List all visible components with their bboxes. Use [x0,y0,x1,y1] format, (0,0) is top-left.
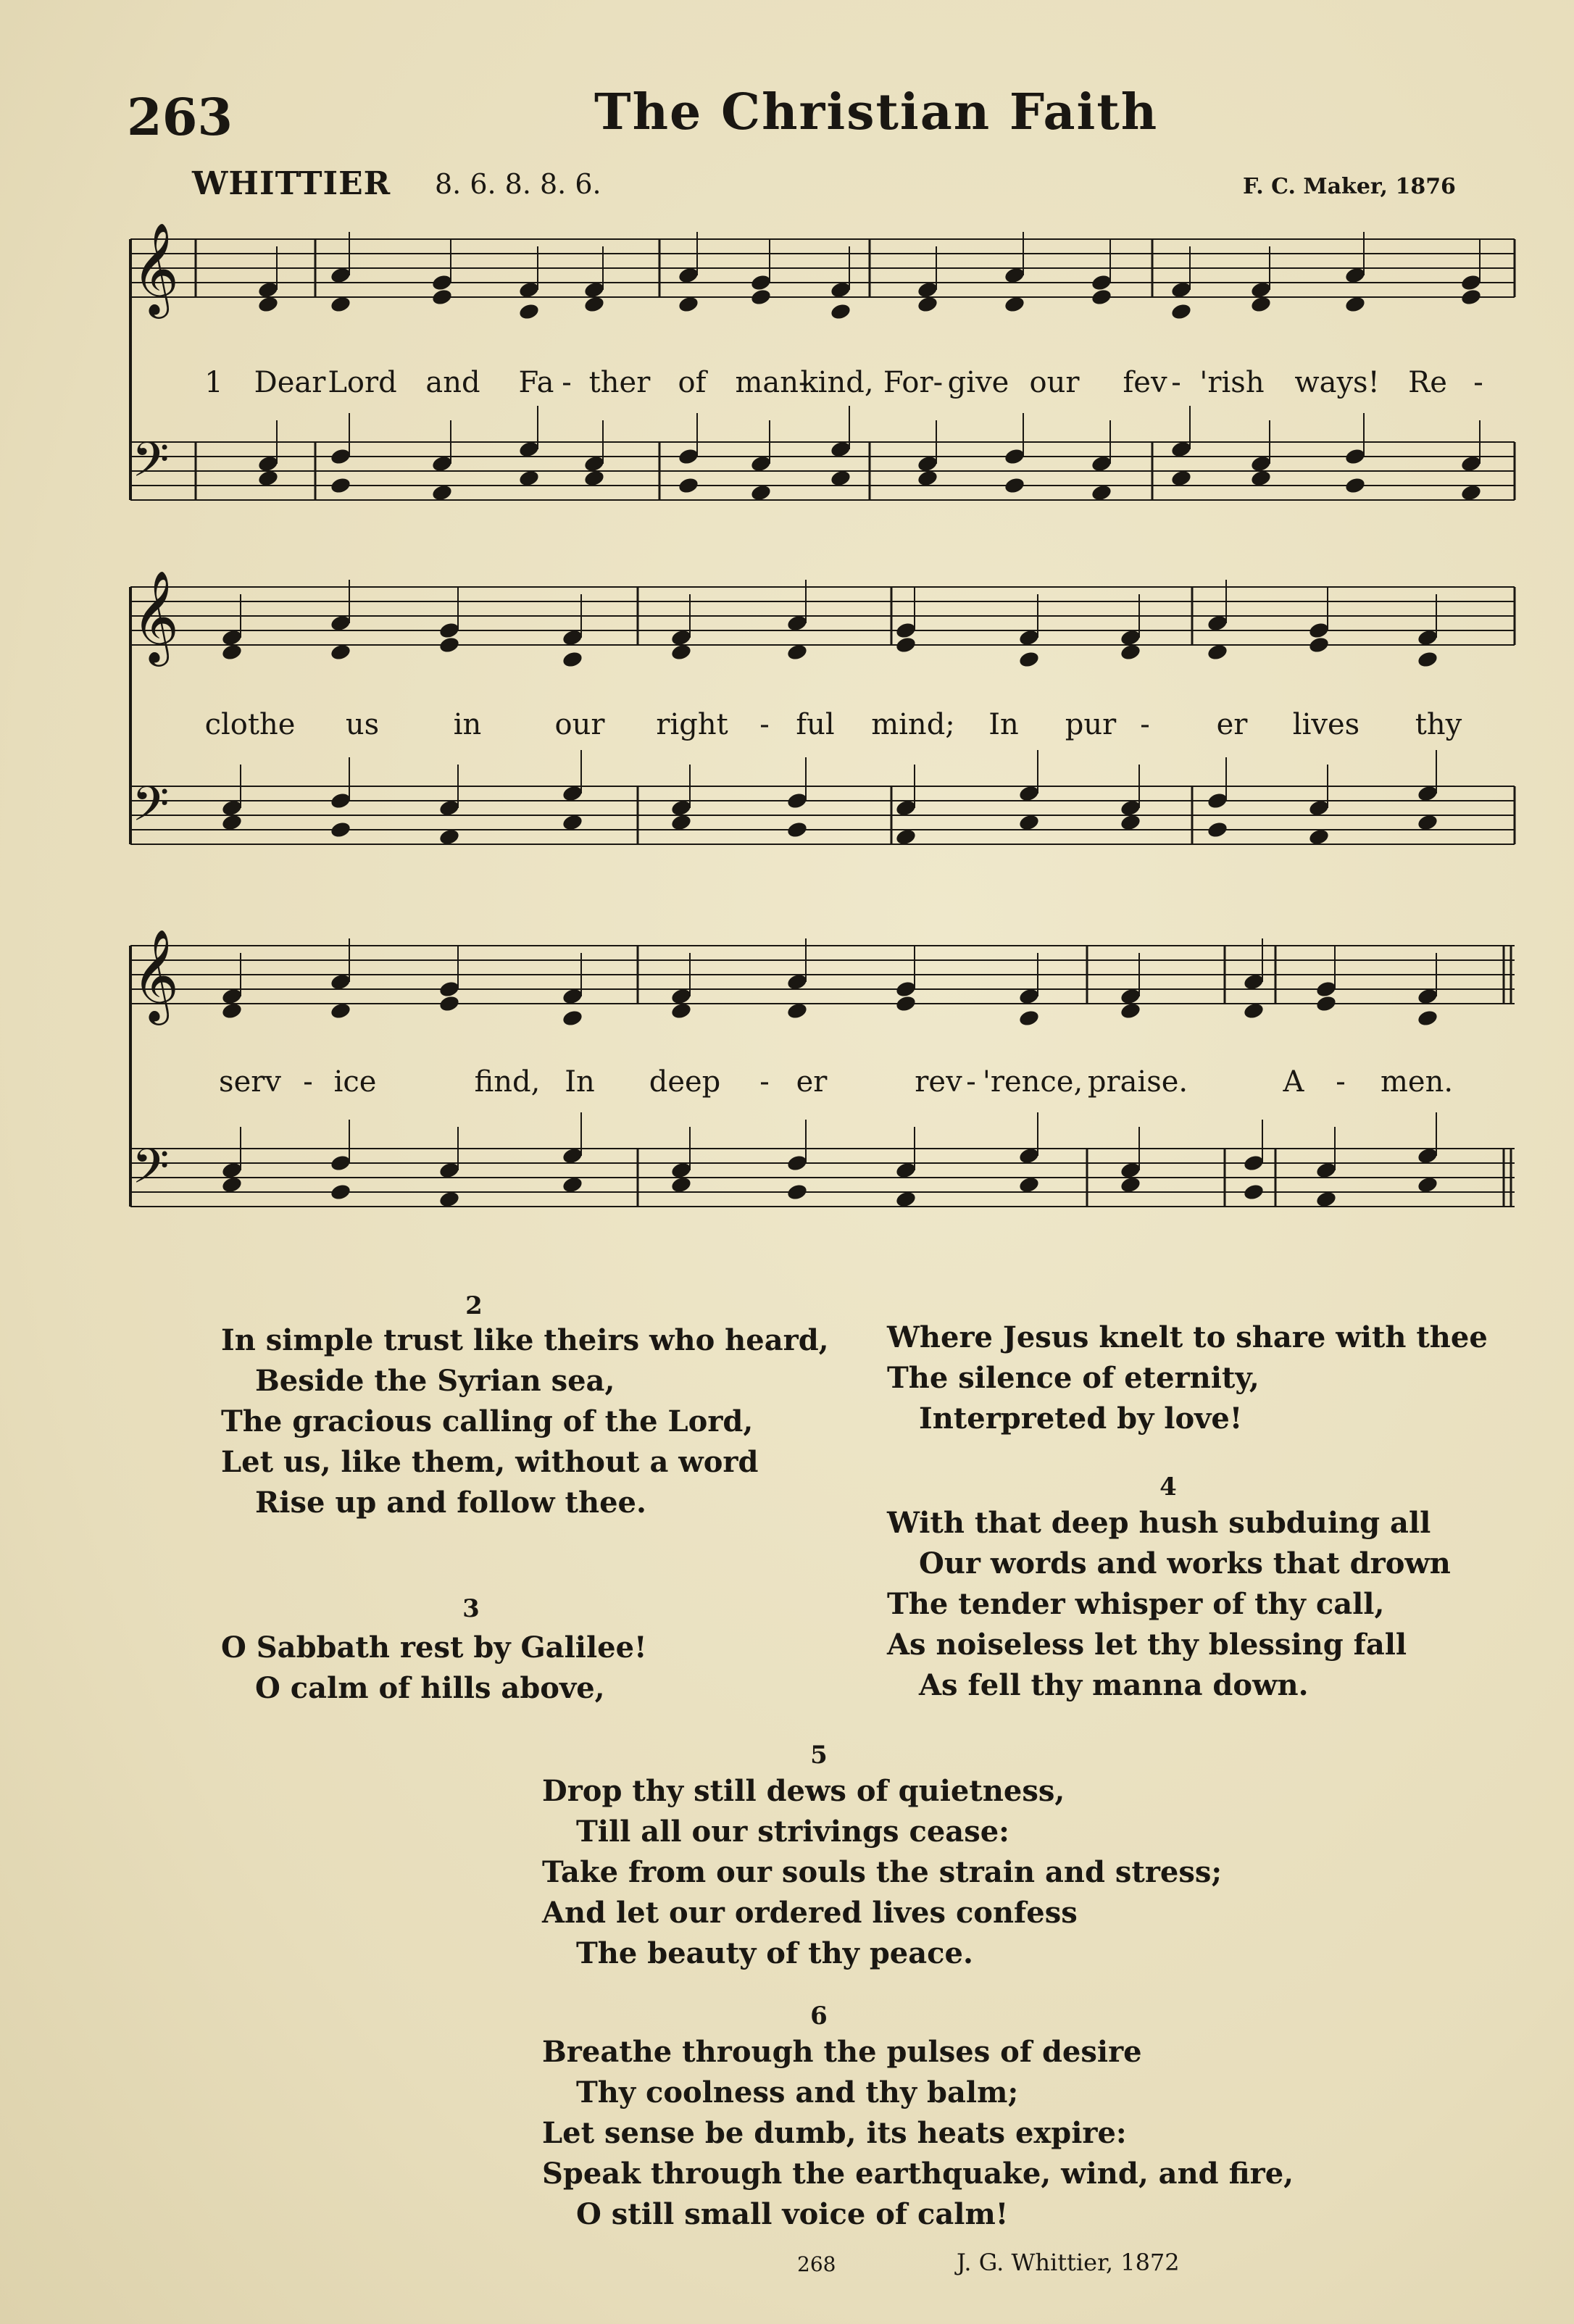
stanza-2-number: 2 [465,1291,483,1320]
hymn-number: 263 [127,87,233,147]
bass-clef-icon: 𝄢 [132,776,170,844]
notehead [330,791,352,810]
notehead [750,273,773,292]
lyric-syllable: 'rence, [982,1065,1083,1099]
meter: 8. 6. 8. 8. 6. [435,168,601,200]
lyric-syllable: mind; [871,708,955,741]
notehead [895,980,917,999]
lyric-syllable: - [1171,366,1181,399]
lyric-syllable: For- [883,366,944,399]
stanza-line: O calm of hills above, [255,1671,605,1705]
notehead [830,302,852,321]
lyric-syllable: ther [588,366,651,399]
stanza-line: And let our ordered lives confess [542,1896,1078,1930]
notehead [895,636,917,654]
tune-name: WHITTIER [192,165,391,202]
lyric-syllable: give [947,366,1009,399]
stanza-line: Beside the Syrian sea, [255,1364,615,1398]
notehead [786,820,809,839]
bass-clef-icon: 𝄢 [132,432,170,499]
notehead [1004,476,1026,495]
lyric-syllable: fev [1123,366,1167,399]
stanza-line: Rise up and follow thee. [255,1486,646,1520]
notehead [1344,476,1367,495]
lyric-syllable: praise. [1087,1065,1188,1099]
notehead [1091,288,1113,307]
lyric-syllable: ice [333,1065,377,1099]
notehead [438,636,461,654]
lyric-syllable: - [1336,1065,1346,1099]
notehead [1344,447,1367,466]
lyric-syllable: clothe [204,708,296,741]
treble-clef-icon: 𝄞 [132,928,180,1021]
lyric-syllable: ways! [1294,366,1380,399]
lyric-syllable: our [1029,366,1080,399]
stanza-line: Breathe through the pulses of desire [542,2035,1142,2069]
lyric-syllable: our [554,708,605,741]
lyric-syllable: - [759,1065,770,1099]
notehead [330,1183,352,1201]
notehead [1308,621,1331,640]
stanza-line: The beauty of thy peace. [576,1936,973,1970]
stanza-line: Where Jesus knelt to share with thee [887,1320,1488,1354]
notehead [678,447,700,466]
notehead [678,476,700,495]
stanza-line: With that deep hush subduing all [887,1506,1431,1540]
lyric-syllable: Dear [254,366,326,399]
notehead [330,447,352,466]
notehead [330,1154,352,1173]
stanza-line: Till all our strivings cease: [576,1815,1009,1849]
stanza-line: Let us, like them, without a word [221,1445,759,1479]
lyric-syllable: - [1473,366,1483,399]
section-title: The Christian Faith [594,83,1159,141]
stanza-line: The gracious calling of the Lord, [221,1404,754,1438]
lyric-syllable: - [1140,708,1150,741]
treble-clef-icon: 𝄞 [132,222,180,315]
lyric-syllable: Re [1408,366,1447,399]
notehead [438,621,461,640]
stanza-3-number: 3 [462,1594,480,1623]
lyric-syllable: right [656,708,728,741]
lyric-syllable: of [678,366,707,399]
lyric-syllable: thy [1415,708,1462,741]
notehead [895,621,917,640]
page-number: 268 [797,2252,836,2276]
lyric-syllable: men. [1380,1065,1454,1099]
notehead [431,288,454,307]
lyric-syllable: man- [735,366,809,399]
composer-credit: F. C. Maker, 1876 [1243,174,1456,199]
notehead [1308,636,1331,654]
stanza-line: O Sabbath rest by Galilee! [221,1630,647,1665]
lyric-syllable: serv [219,1065,281,1099]
lyric-syllable: and [425,366,480,399]
notehead [1243,1154,1265,1173]
lyric-syllable: kind, [800,366,874,399]
notehead [1460,273,1483,292]
notehead [438,994,461,1013]
lyric-syllable: Lord [328,366,397,399]
lyric-syllable: In [565,1065,595,1099]
notehead [786,1183,809,1201]
stanza-line: Let sense be dumb, its heats expire: [542,2116,1127,2150]
lyric-syllable: - [303,1065,313,1099]
lyric-syllable: In [988,708,1019,741]
lyric-syllable: - [759,708,770,741]
notehead [786,791,809,810]
lyric-syllable: er [1216,708,1248,741]
stanza-line: Speak through the earthquake, wind, and fire, [542,2157,1294,2191]
stanza-5-number: 5 [810,1741,828,1770]
stanza-line: Take from our souls the strain and stress; [542,1855,1223,1889]
lyric-syllable: rev [915,1065,962,1099]
notehead [750,288,773,307]
lyric-syllable: deep [649,1065,721,1099]
notehead [330,476,352,495]
lyric-syllable: 1 [204,366,223,399]
stanza-line: As noiseless let thy blessing fall [887,1628,1407,1662]
notehead [518,302,541,321]
stanza-line: The silence of eternity, [887,1361,1259,1395]
stanza-line: Drop thy still dews of quietness, [542,1774,1065,1808]
lyric-syllable: A [1283,1065,1304,1099]
notehead [1018,1009,1041,1028]
lyric-syllable: in [453,708,482,741]
lyric-syllable: - [966,1065,976,1099]
notehead [1243,1183,1265,1201]
stanza-6-number: 6 [810,2002,828,2031]
stanza-line: O still small voice of calm! [576,2197,1009,2231]
lyric-syllable: - [562,366,572,399]
notehead [1004,447,1026,466]
notehead [562,650,584,669]
notehead [1417,1009,1439,1028]
stanza-line: Thy coolness and thy balm; [576,2075,1019,2109]
stanza-line: In simple trust like theirs who heard, [221,1323,829,1357]
notehead [1170,302,1193,321]
lyric-syllable: lives [1292,708,1360,741]
lyric-syllable: find, [474,1065,541,1099]
notehead [1315,980,1338,999]
notehead [1207,791,1229,810]
author-credit: J. G. Whittier, 1872 [957,2249,1180,2276]
lyric-syllable: us [345,708,380,741]
notehead [438,980,461,999]
lyric-syllable: Fa [518,366,554,399]
notehead [431,273,454,292]
stanza-4-number: 4 [1159,1473,1177,1502]
stanza-line: Our words and works that drown [919,1546,1451,1580]
notehead [1417,650,1439,669]
notehead [330,820,352,839]
notehead [1091,273,1113,292]
notehead [786,1154,809,1173]
bass-clef-icon: 𝄢 [132,1138,170,1206]
lyric-syllable: 'rish [1199,366,1265,399]
stanza-line: Interpreted by love! [919,1402,1243,1436]
notehead [1018,650,1041,669]
stanza-line: As fell thy manna down. [919,1668,1309,1702]
notehead [1315,994,1338,1013]
stanza-line: The tender whisper of thy call, [887,1587,1385,1621]
lyric-syllable: er [796,1065,828,1099]
notehead [562,1009,584,1028]
notehead [895,994,917,1013]
notehead [1460,288,1483,307]
treble-clef-icon: 𝄞 [132,570,180,662]
lyric-syllable: ful [796,708,835,741]
lyric-syllable: pur [1065,708,1117,741]
notehead [1207,820,1229,839]
